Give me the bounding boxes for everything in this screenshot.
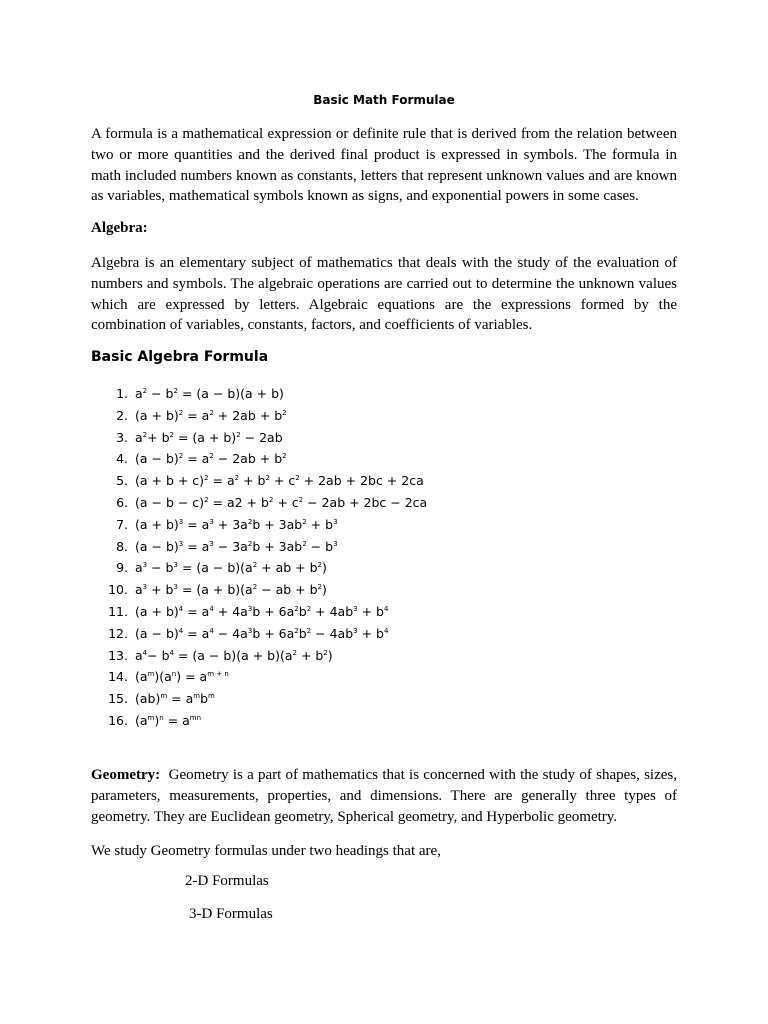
formula-number: 13. — [108, 647, 128, 663]
formula-number: 15. — [108, 691, 128, 707]
formula-expression: $(a - b - c)^2 = a2 + b^2 + c^2 - 2ab + 2bc - 2ca$ — [135, 494, 428, 510]
formula-number: 7. — [116, 516, 128, 532]
heading-2d-formulas: 2-D Formulas — [185, 873, 269, 889]
formula-number: 4. — [116, 451, 128, 467]
formula-expression: $(a - b)^4 = a^4 - 4a^3b + 6a^2b^2 - 4ab^3 + b^4$ — [135, 625, 389, 641]
formula-expression: $a^3 + b^3 = (a + b)(a^2$ − ab + $b^2$) — [135, 582, 327, 598]
formula-number: 11. — [108, 603, 128, 619]
formula-number: 8. — [116, 538, 128, 554]
formula-expression: $a^2+ b^2 = (a + b)^2 - 2ab$ — [135, 429, 283, 445]
geometry-paragraph — [91, 765, 677, 827]
formula-number: 9. — [116, 560, 128, 576]
geometry-study-text: We study Geometry formulas under two headings that are, — [91, 843, 441, 859]
formula-number: 6. — [116, 494, 128, 510]
geometry-heading: Geometry: — [91, 767, 161, 783]
formula-expression: $a^2 - b^2 = (a - b)(a + b)$ — [135, 386, 284, 401]
formula-expression: $a^3 - b^3 = (a - b)(a^2$ + ab + $b^2$) — [135, 560, 327, 576]
formula-expression: $(a + b)^2 = a^2 + 2ab + b^2$ — [135, 407, 287, 423]
geometry-text: Geometry is a part of mathematics that is concerned with the study of shapes, sizes, parameters, measurements, properties, and dimensions. There are generally three types of geometry. They are Euclidean geometry, Spherical geometry, and Hyperbolic geometry. — [91, 767, 678, 825]
formula-expression: $(a^m)^n = a^{mn}$ — [135, 712, 202, 728]
formula-number: 5. — [116, 473, 128, 489]
heading-3d-formulas: 3-D Formulas — [189, 906, 273, 922]
formula-expression: $(a + b)^4 = a^4 + 4a^3b + 6a^2b^2 + 4ab^3 + b^4$ — [135, 603, 389, 619]
page-title: Basic Math Formulae — [313, 93, 455, 107]
formula-expression: $a^4- b^4 = (a - b)(a + b)(a^2 + b^2)$ — [135, 647, 333, 663]
algebra-paragraph: Algebra is an elementary subject of mathematics that deals with the study of the evaluation of numbers and symbols. The algebraic operations are carried out to determine the unknown values which are expressed by letters. Algebraic equations are the expressions formed by the combination of variables, constants, factors, and coefficients of variables. — [91, 255, 677, 334]
formula-expression: $(a - b)^2 = a^2 - 2ab + b^2$ — [135, 451, 287, 467]
algebra-heading: Algebra: — [91, 220, 148, 236]
intro-paragraph: A formula is a mathematical expression or definite rule that is derived from the relation between two or more quantities and the derived final product is expressed in symbols. The formula in math included numbers known as constants, letters that represent unknown values and are known as variables, mathematical symbols known as signs, and exponential powers in some cases. — [91, 126, 677, 205]
formula-number: 14. — [108, 669, 128, 685]
formula-heading: Basic Algebra Formula — [91, 349, 269, 365]
formula-number: 2. — [116, 407, 128, 423]
formula-expression: $(a^m)(a^n) = a^{m + n}$ — [135, 669, 229, 685]
formula-expression: $(a + b)^3 = a^3 + 3a^2b + 3ab^2 + b^3$ — [135, 516, 338, 532]
formula-expression: $(a - b)^3 = a^3 - 3a^2b + 3ab^2 - b^3$ — [135, 538, 338, 554]
formula-number: 3. — [116, 429, 128, 445]
formula-number: 1. — [116, 386, 128, 401]
formula-expression: $(a + b + c)^2 = a^2 + b^2 + c^2 + 2ab + 2bc + 2ca$ — [135, 473, 424, 489]
formula-number: 10. — [108, 582, 128, 598]
formula-number: 16. — [108, 712, 128, 728]
formula-expression: $(ab)^m = a^mb^m$ — [135, 691, 215, 707]
formula-number: 12. — [108, 625, 128, 641]
